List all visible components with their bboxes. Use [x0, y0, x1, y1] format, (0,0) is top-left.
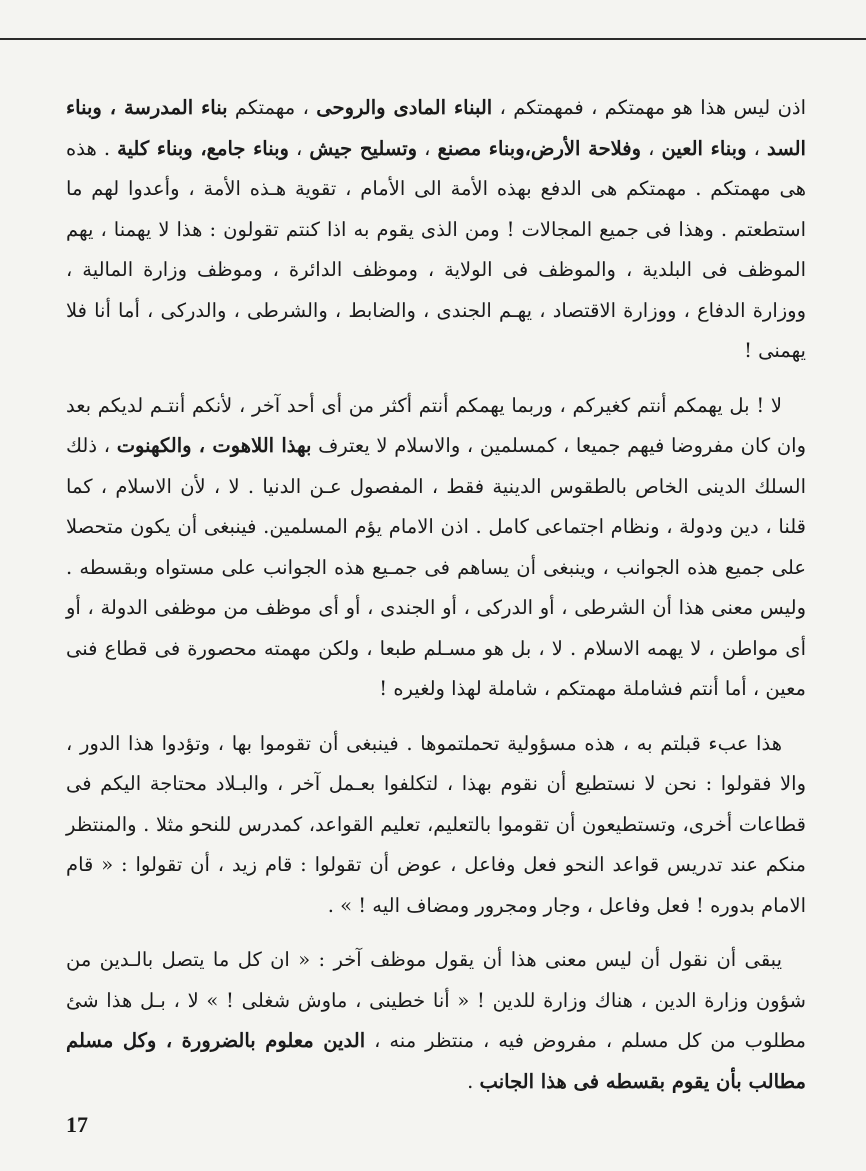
paragraph — [66, 724, 806, 927]
paragraph — [66, 386, 806, 710]
bold-text-segment: بناء المدرسة ، وبناء السد — [66, 96, 806, 160]
text-segment: ، — [641, 136, 662, 160]
text-segment: ، — [746, 136, 767, 160]
bold-text-segment: وبناء العين — [661, 136, 747, 160]
paragraph — [66, 88, 806, 372]
text-segment: لا ! بل يهمكم أنتم كغيركم ، وربما يهمكم أنتم أكثر من أى أحد آخر ، لأنكم أنتـم لديكم بعد وان كان مفروضا فيهم جميعا ، كمسلمين ، والاسلام لا يعترف — [66, 393, 806, 457]
paragraph — [66, 940, 806, 1102]
text-segment: . — [467, 1069, 480, 1093]
page-body — [66, 88, 806, 1116]
text-segment: ، ذلك السلك الدينى الخاص بالطقوس الدينية فقط ، المفصول عـن الدنيا . لا ، لأن الاسلام ، كما قلنا ، دين ودولة ، ونظام اجتماعى كامل . اذن الامام يؤم المسلمين. فينبغى أن يكون متحصلا على جميع هذه الجوانب ، وينبغى أن يساهم فى جمـيع هذه الجوانب على مستواه وبقسطه . وليس معنى هذا أن الشرطى ، أو الدركى ، أو الجندى ، أو أى موظف من موظفى الدولة ، أو أى مواطن ، لا يهمه الاسلام . لا ، بل هو مسـلم طبعا ، ولكن مهمته محصورة فى قطاع فنى معين ، أما أنتم فشاملة مهمتكم ، شاملة لهذا ولغيره ! — [66, 434, 806, 700]
text-segment: ، — [417, 136, 438, 160]
bold-text-segment: وتسليح جيش — [309, 136, 418, 160]
header-rule — [0, 38, 866, 40]
bold-text-segment: وبناء جامع، وبناء كلية — [117, 136, 289, 160]
bold-text-segment: الدين معلوم بالضرورة ، وكل مسلم مطالب بأن يقوم بقسطه فى هذا الجانب — [66, 1029, 806, 1093]
text-segment: اذن ليس هذا هو مهمتكم ، فمهمتكم ، — [492, 96, 806, 119]
bold-text-segment: البناء المادى والروحى — [316, 96, 493, 119]
bold-text-segment: وفلاحة الأرض،وبناء مصنع — [437, 136, 642, 160]
text-segment: ، مهمتكم — [227, 96, 317, 119]
text-segment: ، — [288, 136, 310, 160]
page-number: 17 — [66, 1112, 88, 1137]
text-segment: . هذه هى مهمتكم . مهمتكم هى الدفع بهذه الأمة الى الأمام ، تقوية هـذه الأمة ، وأعدوا لهم ما استطعتم . وهذا فى جميع المجالات ! ومن الذى يقوم به اذا كنتم تقولون : هذا لا يهمنا ، يهم الموظف فى البلدية ، والموظف فى الولاية ، وموظف الدائرة ، وموظف وزارة المالية ، ووزارة الدفاع ، ووزارة الاقتصاد ، يهـم الجندى ، والضابط ، والشرطى ، والدركى ، أما أنا فلا يهمنى ! — [66, 136, 806, 362]
bold-text-segment: بهذا اللاهوت ، والكهنوت — [116, 434, 312, 457]
text-segment: يبقى أن نقول أن ليس معنى هذا أن يقول موظف آخر : « ان كل ما يتصل بالـدين من شؤون وزارة الدين ، هناك وزارة للدين ! « أنا خطينى ، ماوش شغلى ! » لا ، بـل هذا شئ مطلوب من كل مسلم ، مفروض فيه ، منتظر منه ، — [66, 948, 806, 1052]
text-segment: هذا عبء قبلتم به ، هذه مسؤولية تحملتموها . فينبغى أن تقوموا بها ، وتؤدوا هذا الدور ، والا فقولوا : نحن لا نستطيع أن نقوم بهذا ، لتكلفوا بعـمل آخر ، والبـلاد محتاجة اليكم فى قطاعات أخرى، وتستطيعون أن تقوموا بالتعليم، تعليم القواعد، كمدرس للنحو مثلا . والمنتظر منكم عند تدريس قواعد النحو فعل وفاعل ، عوض أن تقولوا : قام زيد ، أن تقولوا : « قام الامام بدوره ! فعل وفاعل ، وجار ومجرور ومضاف اليه ! » . — [66, 731, 806, 917]
